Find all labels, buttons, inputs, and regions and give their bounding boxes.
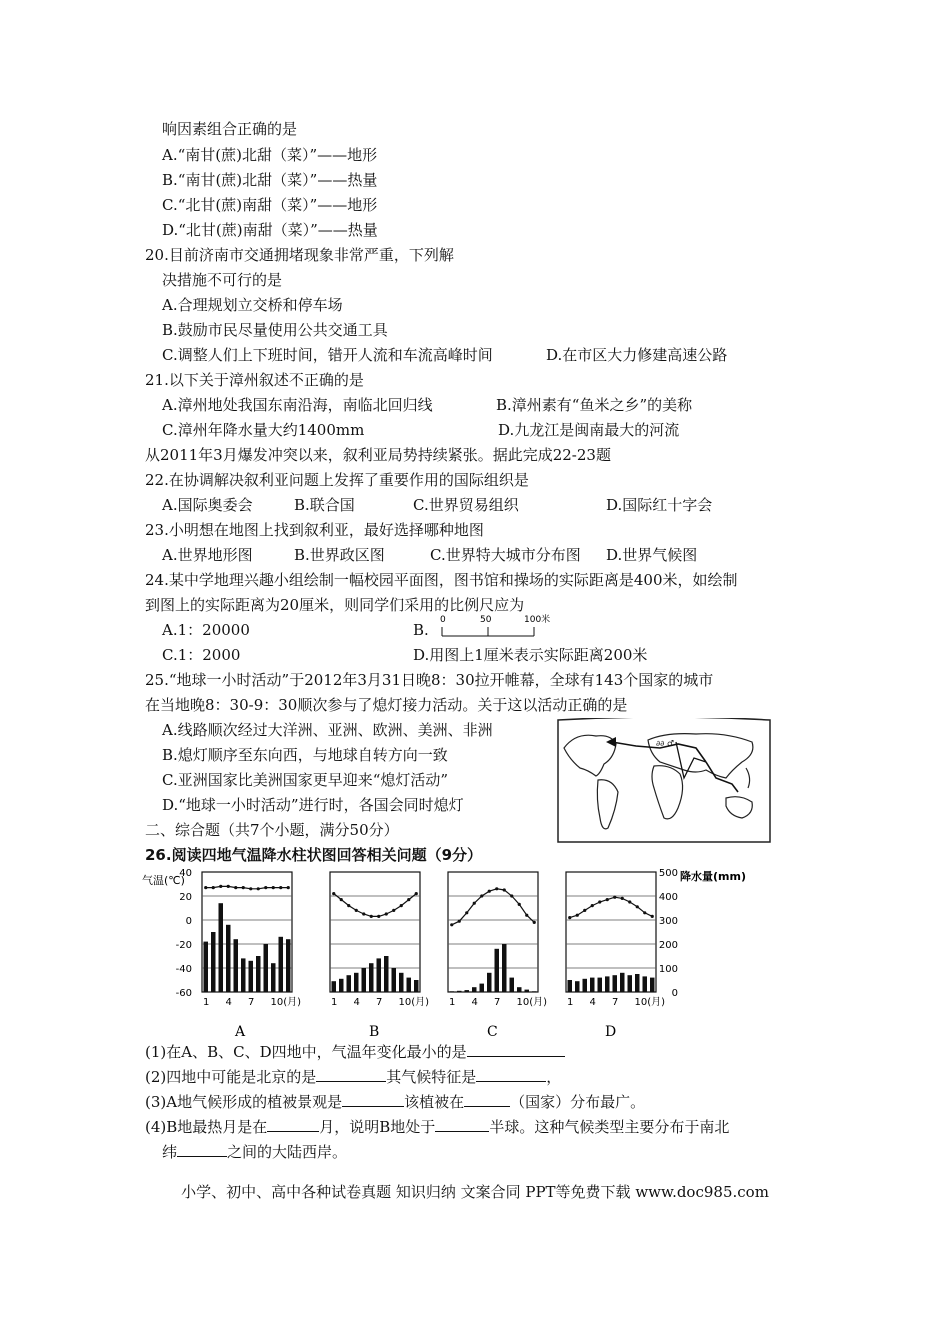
precip-bar [532, 991, 537, 992]
precip-bar [414, 980, 419, 992]
temperature-point [518, 903, 521, 906]
subquestion-2 [145, 1066, 561, 1087]
option-d: D.在市区大力修建高速公路 [546, 346, 728, 364]
month-tick-label: 10(月) [634, 997, 666, 1008]
precip-bar [472, 987, 477, 992]
precip-bar [399, 973, 404, 992]
temp-tick-label: -60 [175, 988, 192, 999]
answer-blank[interactable] [476, 1066, 546, 1082]
option-d: D.国际红十字会 [606, 496, 713, 514]
question-23: 23.小明想在地图上找到叙利亚，最好选择哪种地图 [145, 521, 484, 539]
temperature-point [227, 885, 230, 888]
temperature-point [488, 890, 491, 893]
temperature-point [473, 902, 476, 905]
temperature-point [510, 894, 513, 897]
month-tick-label: 4 [225, 997, 232, 1008]
subquestion-3-text: （国家）分布最广。 [510, 1093, 646, 1111]
temperature-point [272, 886, 275, 889]
month-tick-label: 10(月) [270, 997, 302, 1008]
subquestion-4-text: 之间的大陆西岸。 [227, 1143, 348, 1161]
temperature-point [249, 887, 252, 890]
temperature-point [621, 897, 624, 900]
precip-bar [605, 976, 610, 992]
temperature-point [400, 904, 403, 907]
svg-text:∂∂ ♂: ∂∂ ♂ [656, 739, 674, 748]
option-b: B. [413, 621, 429, 639]
month-tick-label: 4 [353, 997, 360, 1008]
panel-label: B [369, 1024, 380, 1038]
option-b: B.熄灯顺序至东向西，与地球自转方向一致 [162, 746, 448, 764]
precip-bar [271, 963, 276, 992]
subquestion-2-text: (2)四地中可能是北京的是 [145, 1068, 317, 1086]
option-d: D.“地球一小时活动”进行时，各国会同时熄灯 [162, 796, 464, 814]
scale-label-50: 50 [480, 615, 492, 625]
temp-tick-label: 0 [185, 916, 192, 927]
temperature-point [370, 915, 373, 918]
option-a: A.线路顺次经过大洋洲、亚洲、欧洲、美洲、非洲 [162, 721, 493, 739]
temp-tick-label: 40 [179, 868, 192, 879]
question-22: 22.在协调解决叙利亚问题上发挥了重要作用的国际组织是 [145, 471, 529, 489]
precip-bar [219, 903, 224, 992]
month-tick-label: 10(月) [516, 997, 548, 1008]
precip-bar [650, 978, 655, 992]
precip-bar [332, 981, 337, 992]
precip-bar [407, 978, 412, 992]
option-a: A.漳州地处我国东南沿海，南临北回归线 [162, 396, 433, 414]
precip-bar [598, 978, 603, 992]
precip-bar [495, 949, 500, 992]
precip-bar [362, 968, 367, 992]
temperature-point [480, 894, 483, 897]
option-a: A.国际奥委会 [162, 496, 253, 514]
subquestion-2-text: 其气候特征是 [386, 1068, 477, 1086]
subquestion-1 [145, 1041, 565, 1062]
precip-axis-label: 降水量(mm) [680, 870, 746, 883]
precip-bar [613, 975, 618, 992]
chart-panel-frame [566, 872, 656, 992]
precip-bar [635, 974, 640, 992]
precip-tick-label: 0 [671, 988, 678, 999]
question-21: 21.以下关于漳州叙述不正确的是 [145, 371, 364, 389]
precip-bar [241, 958, 246, 992]
option-b: B.鼓励市民尽量使用公共交通工具 [162, 321, 388, 339]
text-line: 到图上的实际距离为20厘米，则同学们采用的比例尺应为 [145, 596, 525, 614]
precip-bar [480, 984, 485, 992]
temperature-point [234, 886, 237, 889]
option-d: D.用图上1厘米表示实际距离200米 [413, 646, 648, 664]
answer-blank[interactable] [177, 1141, 227, 1157]
answer-blank[interactable] [316, 1066, 386, 1082]
precip-bar [384, 956, 389, 992]
precip-bar [583, 979, 588, 992]
option-a: A.“南甘(蔗)北甜（菜）”——地形 [162, 146, 378, 164]
precip-tick-label: 100 [658, 964, 678, 975]
precip-bar [234, 939, 239, 992]
precip-bar [620, 973, 625, 992]
precip-bar [590, 978, 595, 992]
temp-axis-label: 气温(℃) [142, 874, 185, 887]
panel-label: A [235, 1024, 246, 1038]
temperature-point [628, 900, 631, 903]
subquestion-4 [145, 1116, 729, 1137]
temperature-point [347, 904, 350, 907]
question-24: 24.某中学地理兴趣小组绘制一幅校园平面图，图书馆和操场的实际距离是400米，如绘制 [145, 571, 738, 589]
temperature-point [407, 898, 410, 901]
option-c: C.亚洲国家比美洲国家更早迎来“熄灯活动” [162, 771, 449, 789]
temperature-point [503, 888, 506, 891]
subquestion-4-cont [162, 1141, 347, 1162]
precip-bar [279, 937, 284, 992]
precip-tick-label: 500 [658, 868, 678, 879]
precip-bar [226, 925, 231, 992]
temperature-point [606, 898, 609, 901]
text-line: 在当地晚8：30-9：30顺次参与了熄灯接力活动。关于这以活动正确的是 [145, 696, 628, 714]
question-20: 20.目前济南市交通拥堵现象非常严重，下列解 [145, 246, 454, 264]
temperature-point [219, 885, 222, 888]
text-line: 从2011年3月爆发冲突以来，叙利亚局势持续紧张。据此完成22-23题 [145, 446, 611, 464]
option-c: C.1：2000 [162, 646, 241, 664]
subquestion-4-text: 半球。这种气候类型主要分布于南北 [489, 1118, 730, 1136]
precip-bar [643, 976, 648, 992]
temperature-point [340, 898, 343, 901]
month-tick-label: 4 [471, 997, 478, 1008]
precip-bar [457, 991, 462, 992]
month-tick-label: 1 [203, 997, 210, 1008]
temperature-point [415, 892, 418, 895]
month-tick-label: 1 [449, 997, 456, 1008]
option-b: B.世界政区图 [294, 546, 385, 564]
precip-bar [249, 961, 254, 992]
text-line: 决措施不可行的是 [162, 271, 283, 289]
section-heading: 二、综合题（共7个小题，满分50分） [145, 821, 399, 839]
option-d: D.九龙江是闽南最大的河流 [498, 421, 680, 439]
option-c: C.世界特大城市分布图 [430, 546, 581, 564]
month-tick-label: 1 [567, 997, 574, 1008]
subquestion-3-text: (3)A地气候形成的植被景观是 [145, 1093, 343, 1111]
temperature-point [204, 886, 207, 889]
month-tick-label: 1 [331, 997, 338, 1008]
temperature-point [264, 886, 267, 889]
temperature-point [568, 916, 571, 919]
temperature-point [525, 914, 528, 917]
option-a: A.合理规划立交桥和停车场 [162, 296, 343, 314]
option-a: A.1：20000 [162, 621, 250, 639]
subquestion-1-text: (1)在A、B、C、D四地中，气温年变化最小的是 [145, 1043, 467, 1061]
temperature-point [392, 909, 395, 912]
month-tick-label: 7 [248, 997, 255, 1008]
temperature-point [583, 909, 586, 912]
answer-blank[interactable] [464, 1091, 510, 1107]
temperature-point [279, 886, 282, 889]
temp-tick-label: -20 [175, 940, 192, 951]
option-d: D.世界气候图 [606, 546, 698, 564]
month-tick-label: 7 [376, 997, 383, 1008]
precip-bar [487, 973, 492, 992]
temp-tick-label: 20 [179, 892, 192, 903]
subquestion-4-text: (4)B地最热月是在 [145, 1118, 268, 1136]
option-b: B.漳州素有“鱼米之乡”的美称 [496, 396, 693, 414]
temperature-point [576, 914, 579, 917]
temperature-point [458, 920, 461, 923]
precip-bar [568, 980, 573, 992]
temperature-point [598, 900, 601, 903]
temperature-point [257, 887, 260, 890]
precip-bar [211, 932, 216, 992]
option-c: C.“北甘(蔗)南甜（菜）”——地形 [162, 196, 378, 214]
option-c: C.漳州年降水量大约1400mm [162, 421, 365, 439]
precip-bar [392, 968, 397, 992]
option-c: C.世界贸易组织 [413, 496, 519, 514]
temperature-point [332, 892, 335, 895]
scale-bar [440, 612, 550, 646]
temperature-point [651, 915, 654, 918]
subquestion-3-text: 该植被在 [404, 1093, 465, 1111]
temperature-point [591, 904, 594, 907]
temperature-point [613, 896, 616, 899]
subquestion-4-text: 纬 [162, 1143, 178, 1161]
precip-bar [264, 944, 269, 992]
temperature-point [355, 909, 358, 912]
precip-bar [369, 963, 374, 992]
precip-bar [204, 942, 209, 992]
option-c: C.调整人们上下班时间，错开人流和车流高峰时间 [162, 346, 493, 364]
option-b: B.“南甘(蔗)北甜（菜）”——热量 [162, 171, 378, 189]
precip-bar [502, 944, 507, 992]
temperature-point [385, 912, 388, 915]
world-map [556, 718, 772, 844]
scale-label-0: 0 [440, 615, 446, 625]
text-line: 响因素组合正确的是 [162, 120, 298, 138]
temp-tick-label: -40 [175, 964, 192, 975]
temperature-point [362, 912, 365, 915]
month-tick-label: 4 [589, 997, 596, 1008]
precip-bar [354, 973, 359, 992]
scale-label-100: 100米 [524, 615, 550, 625]
footer: 小学、初中、高中各种试卷真题 知识归纳 文案合同 PPT等免费下载 www.doc985.com [181, 1183, 769, 1201]
option-a: A.世界地形图 [162, 546, 253, 564]
answer-blank[interactable] [342, 1091, 404, 1107]
subquestion-2-text: ， [546, 1068, 562, 1086]
question-26: 26.阅读四地气温降水柱状图回答相关问题（9分） [145, 846, 483, 864]
precip-tick-label: 300 [658, 916, 678, 927]
precip-bar [256, 956, 261, 992]
precip-bar [450, 991, 455, 992]
temperature-point [643, 911, 646, 914]
precip-bar [465, 990, 470, 992]
precip-bar [339, 979, 344, 992]
precip-bar [517, 987, 522, 992]
temperature-point [533, 921, 536, 924]
temperature-point [212, 886, 215, 889]
month-tick-label: 7 [612, 997, 619, 1008]
precip-tick-label: 200 [658, 940, 678, 951]
temperature-point [495, 887, 498, 890]
answer-blank[interactable] [435, 1116, 489, 1132]
panel-label: D [605, 1024, 617, 1038]
month-tick-label: 10(月) [398, 997, 430, 1008]
temperature-point [636, 905, 639, 908]
precip-bar [347, 975, 352, 992]
temperature-point [287, 886, 290, 889]
precip-bar [510, 978, 515, 992]
subquestion-4-text: 月，说明B地处于 [319, 1118, 436, 1136]
precip-bar [628, 975, 633, 992]
question-25: 25.“地球一小时活动”于2012年3月31日晚8：30拉开帷幕，全球有143个国家的城市 [145, 671, 714, 689]
temperature-point [377, 915, 380, 918]
temperature-point [465, 911, 468, 914]
month-tick-label: 7 [494, 997, 501, 1008]
precip-bar [286, 939, 291, 992]
climate-charts [140, 858, 790, 1038]
option-b: B.联合国 [294, 496, 355, 514]
answer-blank[interactable] [467, 1041, 565, 1057]
chart-panel-frame [330, 872, 420, 992]
precip-bar [525, 990, 530, 992]
precip-tick-label: 400 [658, 892, 678, 903]
panel-label: C [487, 1024, 498, 1038]
answer-blank[interactable] [267, 1116, 319, 1132]
precip-bar [575, 981, 580, 992]
precip-bar [377, 958, 382, 992]
temperature-point [242, 886, 245, 889]
subquestion-3 [145, 1091, 645, 1112]
option-d: D.“北甘(蔗)南甜（菜）”——热量 [162, 221, 378, 239]
temperature-point [450, 923, 453, 926]
